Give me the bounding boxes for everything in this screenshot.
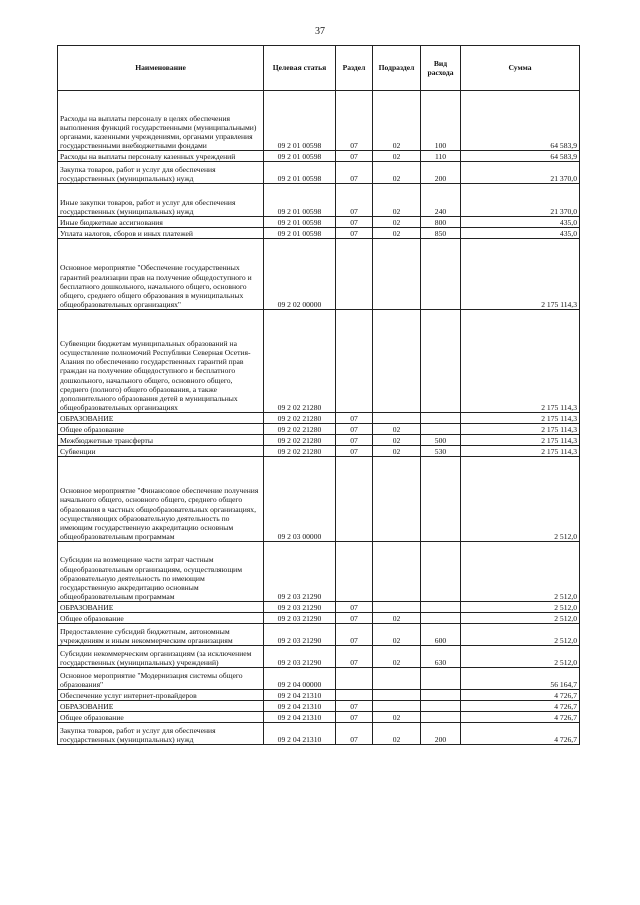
cell-name: Субсидии на возмещение части затрат частным общеобразовательным организациям, осуществляющим образовательную деятельность по имеющим государственную аккредитацию основным общеобразовательным программам [58,542,264,602]
cell-sum: 2 175 114,3 [461,239,580,310]
cell-name: Общее образование [58,424,264,435]
cell-name: Предоставление субсидий бюджетным, автономным учреждениям и иным некоммерческим организациям [58,624,264,646]
cell-subsection: 02 [373,228,421,239]
cell-target: 09 2 02 21280 [264,424,336,435]
cell-target: 09 2 01 00598 [264,228,336,239]
cell-section: 07 [336,624,373,646]
cell-type: 500 [421,435,461,446]
table-row [58,646,580,668]
table-row [58,668,580,690]
cell-sum: 2 512,0 [461,457,580,542]
cell-section [336,690,373,701]
cell-sum: 2 512,0 [461,602,580,613]
table-body [58,91,580,745]
cell-name: Иные бюджетные ассигнования [58,217,264,228]
header-type: Вид расхода [421,46,461,91]
table-row [58,624,580,646]
cell-name: ОБРАЗОВАНИЕ [58,413,264,424]
cell-name: Субвенции бюджетам муниципальных образований на осуществление полномочий Республики Северная Осетия-Алания по обеспечению государственных гарантий прав граждан на получение общедоступного и бесплатного дошкольного, начального общего, основного общего, среднего (полного) общего образования, а также дополнительного образования детей в муниципальных общеобразовательных организациях [58,310,264,413]
cell-section: 07 [336,646,373,668]
cell-section: 07 [336,435,373,446]
cell-section [336,239,373,310]
cell-subsection [373,457,421,542]
cell-sum: 2 175 114,3 [461,424,580,435]
cell-type [421,602,461,613]
cell-section [336,668,373,690]
table-row [58,701,580,712]
cell-type [421,239,461,310]
cell-type: 850 [421,228,461,239]
cell-section: 07 [336,228,373,239]
cell-type: 100 [421,91,461,151]
cell-name: Иные закупки товаров, работ и услуг для обеспечения государственных (муниципальных) нужд [58,184,264,217]
cell-sum: 4 726,7 [461,701,580,712]
table-row [58,151,580,162]
table-row [58,613,580,624]
cell-subsection [373,310,421,413]
cell-section: 07 [336,217,373,228]
table-row [58,712,580,723]
cell-target: 09 2 03 21290 [264,613,336,624]
cell-name: Общее образование [58,712,264,723]
cell-name: Уплата налогов, сборов и иных платежей [58,228,264,239]
cell-sum: 2 512,0 [461,613,580,624]
cell-name: ОБРАЗОВАНИЕ [58,602,264,613]
cell-type: 600 [421,624,461,646]
cell-subsection: 02 [373,646,421,668]
cell-target: 09 2 01 00598 [264,162,336,184]
cell-target: 09 2 01 00598 [264,217,336,228]
cell-type: 240 [421,184,461,217]
cell-name: Межбюджетные трансферты [58,435,264,446]
header-target: Целевая статья [264,46,336,91]
cell-sum: 2 175 114,3 [461,413,580,424]
cell-type [421,668,461,690]
table-row [58,602,580,613]
cell-target: 09 2 02 00000 [264,239,336,310]
cell-type [421,424,461,435]
cell-section: 07 [336,162,373,184]
cell-subsection: 02 [373,446,421,457]
table-row [58,690,580,701]
cell-target: 09 2 03 00000 [264,457,336,542]
cell-name: Расходы на выплаты персоналу в целях обеспечения выполнения функций государственными (муниципальными) органами, казенными учреждениями, органами управления государственными внебюджетными фондами [58,91,264,151]
cell-target: 09 2 02 21280 [264,310,336,413]
cell-sum: 2 512,0 [461,542,580,602]
cell-name: Субвенции [58,446,264,457]
cell-subsection: 02 [373,435,421,446]
table-row [58,424,580,435]
cell-name: Субсидии некоммерческим организациям (за исключением государственных (муниципальных) учреждений) [58,646,264,668]
cell-name: Основное мероприятие "Обеспечение государственных гарантий реализации прав на получение общедоступного и бесплатного дошкольного, начального общего, основного общего, среднего общего образования в муниципальных общеобразовательных организациях" [58,239,264,310]
cell-sum: 2 175 114,3 [461,310,580,413]
table-row [58,457,580,542]
cell-target: 09 2 04 21310 [264,723,336,745]
cell-section: 07 [336,413,373,424]
table-row [58,310,580,413]
cell-name: Закупка товаров, работ и услуг для обеспечения государственных (муниципальных) нужд [58,162,264,184]
cell-subsection: 02 [373,712,421,723]
cell-subsection: 02 [373,723,421,745]
cell-target: 09 2 03 21290 [264,542,336,602]
cell-section [336,457,373,542]
table-row [58,446,580,457]
cell-target: 09 2 01 00598 [264,151,336,162]
cell-sum: 2 512,0 [461,624,580,646]
cell-name: Закупка товаров, работ и услуг для обеспечения государственных (муниципальных) нужд [58,723,264,745]
budget-table [57,45,580,745]
cell-target: 09 2 01 00598 [264,91,336,151]
table-row [58,162,580,184]
cell-target: 09 2 03 21290 [264,624,336,646]
cell-type [421,690,461,701]
cell-type: 110 [421,151,461,162]
cell-target: 09 2 01 00598 [264,184,336,217]
cell-section: 07 [336,151,373,162]
table-row [58,723,580,745]
cell-type: 200 [421,723,461,745]
table-row [58,239,580,310]
cell-target: 09 2 03 21290 [264,602,336,613]
table-row [58,91,580,151]
cell-type [421,457,461,542]
cell-subsection: 02 [373,184,421,217]
cell-section [336,542,373,602]
cell-sum: 2 175 114,3 [461,446,580,457]
cell-type: 800 [421,217,461,228]
cell-section: 07 [336,712,373,723]
cell-section: 07 [336,701,373,712]
cell-subsection [373,690,421,701]
cell-sum: 21 370,0 [461,184,580,217]
table-row [58,217,580,228]
cell-type: 530 [421,446,461,457]
cell-section: 07 [336,613,373,624]
table-row [58,435,580,446]
cell-section [336,310,373,413]
cell-target: 09 2 02 21280 [264,435,336,446]
header-subsection: Подраздел [373,46,421,91]
cell-subsection: 02 [373,613,421,624]
cell-section: 07 [336,184,373,217]
cell-sum: 21 370,0 [461,162,580,184]
table-row [58,184,580,217]
cell-target: 09 2 04 21310 [264,712,336,723]
cell-sum: 2 175 114,3 [461,435,580,446]
cell-subsection: 02 [373,624,421,646]
cell-target: 09 2 02 21280 [264,446,336,457]
cell-name: Общее образование [58,613,264,624]
cell-type [421,613,461,624]
cell-sum: 435,0 [461,228,580,239]
cell-type [421,413,461,424]
table-row [58,228,580,239]
page-number: 37 [315,26,325,37]
cell-section: 07 [336,446,373,457]
cell-subsection: 02 [373,424,421,435]
cell-sum: 64 583,9 [461,151,580,162]
cell-section: 07 [336,424,373,435]
cell-type: 200 [421,162,461,184]
cell-type [421,712,461,723]
cell-name: Расходы на выплаты персоналу казенных учреждений [58,151,264,162]
cell-name: Обеспечение услуг интернет-провайдеров [58,690,264,701]
cell-name: Основное мероприятие "Финансовое обеспечение получения начального общего, основного общего, среднего общего образования в частных общеобразовательных организациях, осуществляющих образовательную деятельность по имеющим государственную аккредитацию основным общеобразовательным программам [58,457,264,542]
cell-subsection: 02 [373,217,421,228]
cell-type: 630 [421,646,461,668]
cell-sum: 4 726,7 [461,723,580,745]
cell-sum: 2 512,0 [461,646,580,668]
cell-subsection: 02 [373,162,421,184]
header-sum: Сумма [461,46,580,91]
cell-subsection: 02 [373,151,421,162]
cell-section: 07 [336,602,373,613]
cell-type [421,542,461,602]
cell-subsection [373,602,421,613]
cell-sum: 56 164,7 [461,668,580,690]
cell-subsection: 02 [373,91,421,151]
cell-target: 09 2 04 00000 [264,668,336,690]
cell-name: Основное мероприятие "Модернизация системы общего образования" [58,668,264,690]
cell-target: 09 2 03 21290 [264,646,336,668]
cell-section: 07 [336,723,373,745]
table-header-row [58,46,580,91]
cell-sum: 4 726,7 [461,690,580,701]
cell-target: 09 2 04 21310 [264,690,336,701]
cell-type [421,310,461,413]
cell-type [421,701,461,712]
cell-subsection [373,701,421,712]
cell-sum: 4 726,7 [461,712,580,723]
cell-sum: 435,0 [461,217,580,228]
cell-target: 09 2 04 21310 [264,701,336,712]
table-row [58,413,580,424]
cell-name: ОБРАЗОВАНИЕ [58,701,264,712]
cell-section: 07 [336,91,373,151]
cell-subsection [373,413,421,424]
cell-sum: 64 583,9 [461,91,580,151]
header-name: Наименование [58,46,264,91]
cell-subsection [373,239,421,310]
cell-subsection [373,668,421,690]
cell-subsection [373,542,421,602]
cell-target: 09 2 02 21280 [264,413,336,424]
header-section: Раздел [336,46,373,91]
table-row [58,542,580,602]
